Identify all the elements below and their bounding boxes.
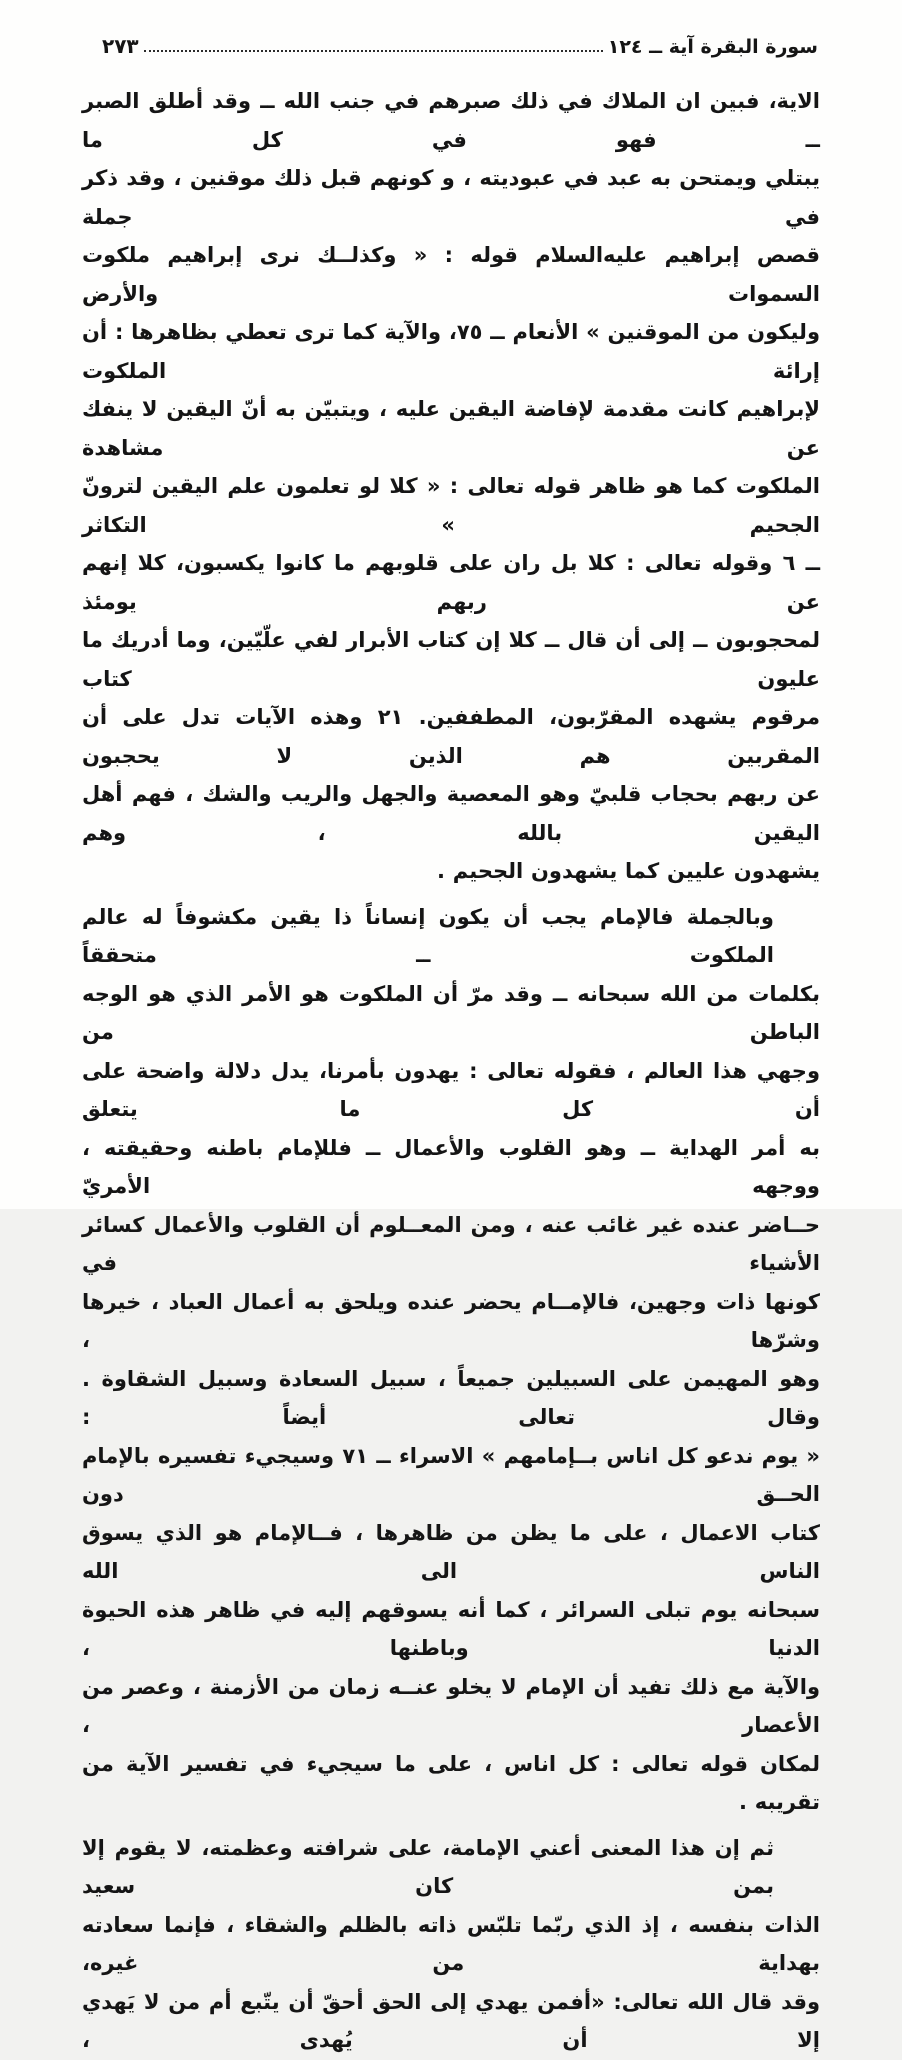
paragraph xyxy=(82,82,820,891)
text-line: وهو المهيمن على السبيلين جميعاً ، سبيل السعادة وسبيل الشقاوة . وقال تعالى أيضاً : xyxy=(82,1366,820,1429)
text-line: وجهي هذا العالم ، فقوله تعالى : يهدون بأمرنا، يدل دلالة واضحة على أن كل ما يتعلق xyxy=(82,1058,820,1121)
text-line: الذات بنفسه ، إذ الذي ربّما تلبّس ذاته بالظلم والشقاء ، فإنما سعادته بهداية من غيره، xyxy=(82,1912,820,1975)
text-line: وقد قال الله تعالى: «أفمن يهدي إلى الحق أحقّ أن يتّبع أم من لا يَهدي إلا أن يُهدى ، xyxy=(82,1989,820,2052)
text-line: لمكان قوله تعالى : كل اناس ، على ما سيجيء في تفسير الآية من تقريبه . xyxy=(82,1751,820,1814)
paragraph xyxy=(82,898,820,1822)
text-line: ــ ٦ وقوله تعالى : كلا بل ران على قلوبهم ما كانوا يكسبون، كلا إنهم عن ربهم يومئذ xyxy=(82,551,820,614)
page-number: ٢٧٣ xyxy=(102,34,139,58)
text-line: وليكون من الموقنين » الأنعام ــ ٧٥، والآية كما ترى تعطي بظاهرها : أن إرائة الملكوت xyxy=(82,320,820,383)
text-line: حــاضر عنده غير غائب عنه ، ومن المعــلوم أن القلوب والأعمال كسائر الأشياء في xyxy=(82,1212,820,1275)
text-line: لمحجوبون ــ إلى أن قال ــ كلا إن كتاب الأبرار لفي علّيّين، وما أدريك ما عليون كتاب xyxy=(82,628,820,691)
page-body xyxy=(82,82,820,2060)
text-line: وبالجملة فالإمام يجب أن يكون إنساناً ذا يقين مكشوفاً له عالم الملكوت ــ متحققاً xyxy=(82,904,774,967)
text-line: بكلمات من الله سبحانه ــ وقد مرّ أن الملكوت هو الأمر الذي هو الوجه الباطن من xyxy=(82,981,820,1044)
text-line: به أمر الهداية ــ وهو القلوب والأعمال ــ فللإمام باطنه وحقيقته ، ووجهه الأمريّ xyxy=(82,1135,820,1198)
text-line: الملكوت كما هو ظاهر قوله تعالى : « كلا لو تعلمون علم اليقين لترونّ الجحيم » التكاثر xyxy=(82,474,820,537)
text-line: كتاب الاعمال ، على ما يظن من ظاهرها ، فــالإمام هو الذي يسوق الناس الى الله xyxy=(82,1520,820,1583)
paragraph xyxy=(82,1829,820,2060)
text-line: كونها ذات وجهين، فالإمــام يحضر عنده ويلحق به أعمال العباد ، خيرها وشرّها ، xyxy=(82,1289,820,1352)
text-line: قصص إبراهيم عليه‌السلام قوله : « وكذلــك نرى إبراهيم ملكوت السموات والأرض xyxy=(82,243,820,306)
text-line: عن ربهم بحجاب قلبيّ وهو المعصية والجهل والريب والشك ، فهم أهل اليقين بالله ، وهم xyxy=(82,782,820,845)
header-dotted-rule xyxy=(144,50,603,52)
page-header xyxy=(102,34,818,58)
text-line: مرقوم يشهده المقرّبون، المطففين. ٢١ وهذه الآيات تدل على أن المقربين هم الذين لا يحجبون xyxy=(82,705,820,768)
text-line: ثم إن هذا المعنى أعني الإمامة، على شرافته وعظمته، لا يقوم إلا بمن كان سعيد xyxy=(82,1835,774,1898)
text-line: لإبراهيم كانت مقدمة لإفاضة اليقين عليه ، ويتبيّن به أنّ اليقين لا ينفك عن مشاهدة xyxy=(82,397,820,460)
text-line: سبحانه يوم تبلى السرائر ، كما أنه يسوقهم إليه في ظاهر هذه الحيوة الدنيا وباطنها ، xyxy=(82,1597,820,1660)
text-line: « يوم ندعو كل اناس بــإمامهم » الاسراء ــ ٧١ وسيجيء تفسيره بالإمام الحــق دون xyxy=(82,1443,820,1506)
text-line: يبتلي ويمتحن به عبد في عبوديته ، و كونهم قبل ذلك موقنين ، وقد ذكر في جملة xyxy=(82,166,820,229)
text-line: والآية مع ذلك تفيد أن الإمام لا يخلو عنــه زمان من الأزمنة ، وعصر من الأعصار ، xyxy=(82,1674,820,1737)
text-line: يشهدون عليين كما يشهدون الجحيم . xyxy=(436,859,820,883)
text-line: الاية، فبين ان الملاك في ذلك صبرهم في جنب الله ــ وقد أطلق الصبر ــ فهو في كل ما xyxy=(82,89,820,152)
section-title: سورة البقرة آية ــ ١٢٤ xyxy=(607,36,818,58)
